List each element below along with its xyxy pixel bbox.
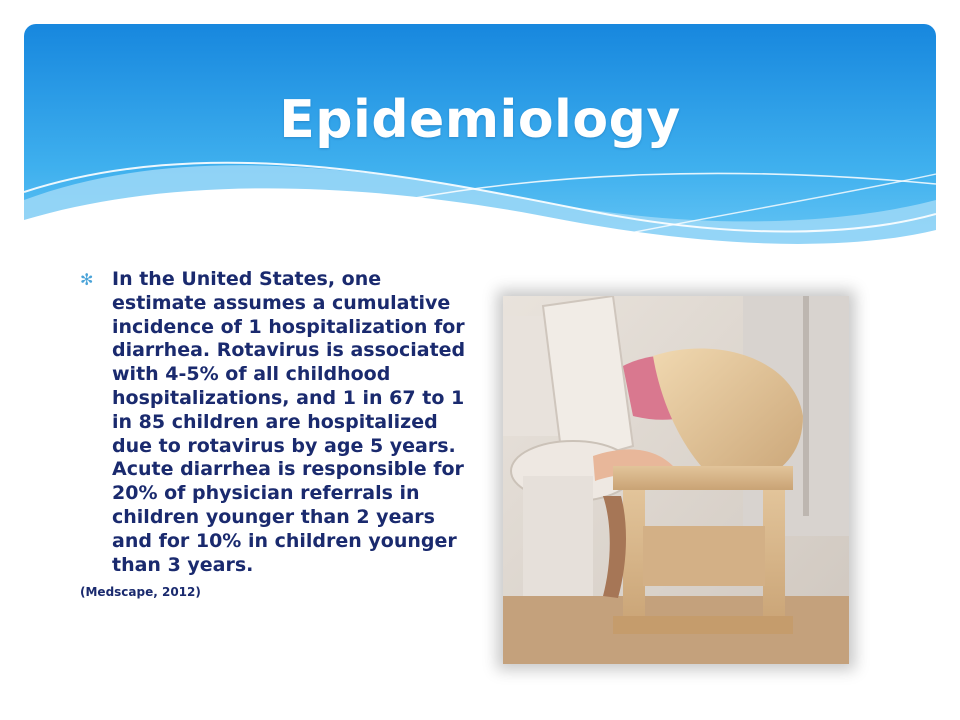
- photo: [503, 296, 849, 664]
- bullet-text: In the United States, one estimate assumes a cumulative incidence of 1 hospitalization for diarrhea. Rotavirus is associated with 4-5% of all childhood hospitalizations, and 1 in 67 to 1 in 85 children are hospitalized due to rotavirus by age 5 years. Acute diarrhea is responsible for 20% of physician referrals in children younger than 2 years and for 10% in children younger than 3 years.: [112, 268, 466, 576]
- content-area: [80, 268, 480, 599]
- bullet-item: [80, 268, 480, 577]
- sick-child-on-toilet-photo: [503, 296, 849, 664]
- star-bullet-icon: ✻: [80, 270, 94, 289]
- citation: (Medscape, 2012): [80, 585, 201, 600]
- page-title: Epidemiology: [279, 90, 681, 150]
- header-banner: [24, 24, 936, 264]
